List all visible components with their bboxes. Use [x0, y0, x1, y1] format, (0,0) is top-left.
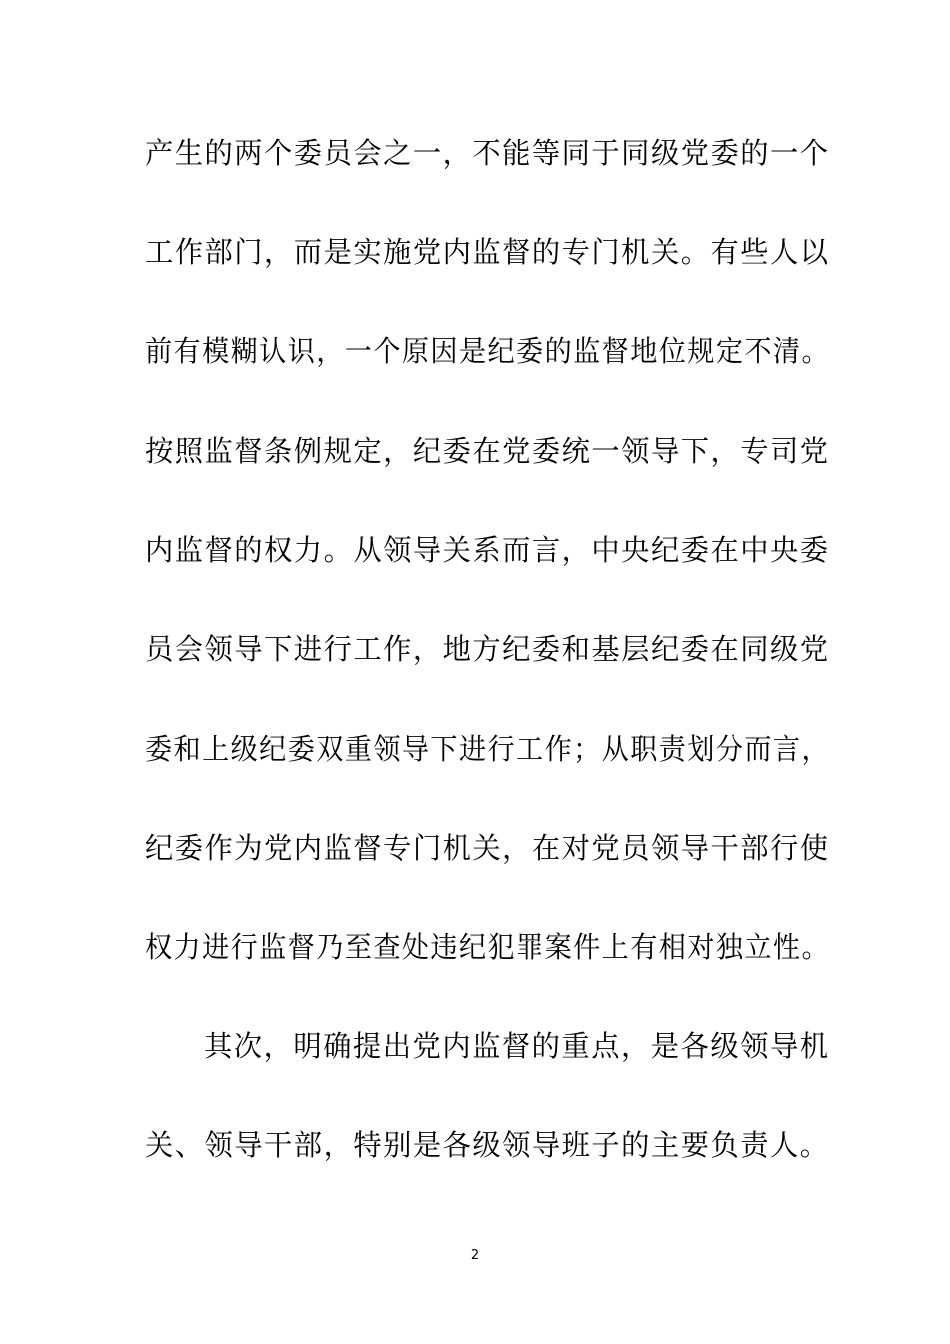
text-line-1: 产生的两个委员会之一，不能等同于同级党委的一个 — [145, 136, 830, 170]
text-line-11: 关、领导干部，特别是各级领导班子的主要负责人。 — [145, 1128, 830, 1162]
text-line-6: 员会领导下进行工作，地方纪委和基层纪委在同级党 — [145, 632, 830, 666]
text-line-2: 工作部门，而是实施党内监督的专门机关。有些人以 — [145, 235, 830, 269]
text-line-5: 内监督的权力。从领导关系而言，中央纪委在中央委 — [145, 533, 830, 567]
text-line-10-paragraph-start: 其次，明确提出党内监督的重点，是各级领导机 — [204, 1029, 830, 1063]
text-line-8: 纪委作为党内监督专门机关，在对党员领导干部行使 — [145, 831, 830, 865]
page-number: 2 — [470, 1248, 480, 1263]
text-line-7: 委和上级纪委双重领导下进行工作；从职责划分而言， — [145, 732, 831, 766]
text-line-9: 权力进行监督乃至查处违纪犯罪案件上有相对独立性。 — [145, 930, 831, 964]
text-line-3: 前有模糊认识，一个原因是纪委的监督地位规定不清。 — [145, 334, 831, 368]
text-line-4: 按照监督条例规定，纪委在党委统一领导下，专司党 — [145, 434, 830, 468]
